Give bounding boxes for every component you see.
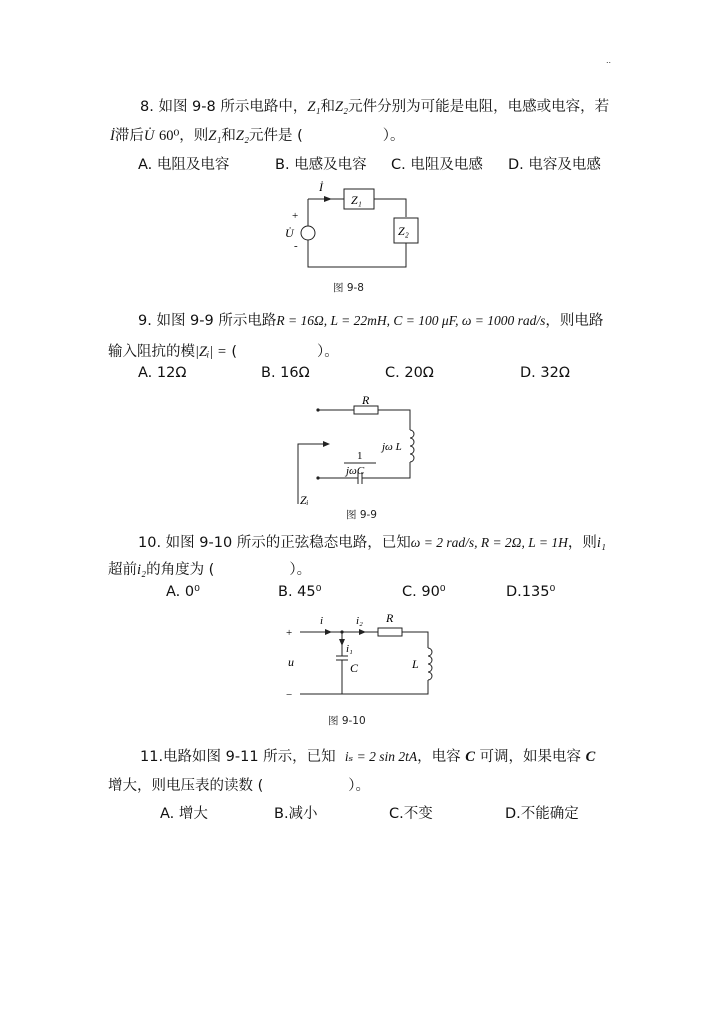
q8-i-phasor: İ [110, 128, 115, 144]
fig910-l-label: L [412, 657, 419, 671]
fig910-inductor [428, 648, 432, 680]
fig99-inductor [410, 430, 414, 462]
q9-then: ，则电路 [545, 313, 604, 329]
fig98-source [301, 226, 315, 240]
fig910-i1-arrow [339, 639, 345, 646]
fig98-z2-label: Z₂ [398, 224, 409, 238]
fig98-z1-label: Z₁ [351, 193, 362, 207]
q9-option-d: D. 32Ω [520, 365, 570, 381]
q9-option-c: C. 20Ω [385, 365, 434, 381]
q10-i2: i₂ [137, 562, 147, 578]
fig99-caption: 图 9-9 [346, 509, 377, 521]
fig910-i2-label: i₂ [356, 615, 363, 627]
fig910-u-label: u [288, 655, 294, 669]
q11-option-a: A. 增大 [160, 806, 208, 822]
q10-angle-text: 的角度为 ( [146, 562, 215, 578]
figure-9-8 [280, 175, 430, 275]
q11-adjustable: 可调，如果电容 [479, 749, 581, 765]
fig910-i-label: i [320, 615, 324, 627]
fig99-jwl-label: jω L [382, 441, 402, 453]
q11-capacitor-text: ，电容 [417, 749, 461, 765]
q8-option-a: A. 电阻及电容 [138, 157, 230, 173]
fig910-plus: + [286, 627, 293, 639]
q11-question: 增大，则电压表的读数 ( [108, 778, 264, 794]
q8-are: 元件是 ( [248, 128, 303, 144]
q10-params: ω = 2 rad/s, R = 2Ω, L = 1H [410, 535, 568, 550]
q8-angle: 60⁰ [158, 128, 180, 144]
q8-line1 [140, 95, 609, 116]
q9-intro: 9. 如图 9-9 所示电路 [138, 313, 277, 329]
fig910-i-arrow [325, 629, 332, 635]
q10-leads: 超前 [108, 562, 137, 578]
fig99-terminal-top [316, 408, 319, 411]
q8-option-b: B. 电感及电容 [275, 157, 367, 173]
q9-line2 [108, 340, 339, 361]
q8-lags: 滞后 [114, 128, 144, 144]
q11-line1 [140, 745, 595, 766]
q8-then: ，则 [179, 128, 209, 144]
fig910-caption: 图 9-10 [328, 715, 366, 727]
fig99-wire-right [362, 462, 410, 478]
q9-line1 [138, 309, 603, 330]
fig98-plus: + [292, 210, 299, 222]
fig99-zi-arrowhead [323, 441, 330, 447]
q9-params: R = 16Ω, L = 22mH, C = 100 μF, ω = 1000 rad/s [276, 313, 546, 328]
fig98-u-label: U̇ [285, 226, 294, 240]
q10-option-d: D.135⁰ [506, 584, 556, 600]
q10-close: ）。 [289, 562, 312, 578]
fig910-resistor [378, 628, 402, 636]
fig910-minus: − [286, 689, 293, 701]
corner-mark: .. [606, 56, 612, 65]
q8-intro: 8. 如图 9-8 所示电路中， [140, 99, 308, 115]
q9-modz: |Zᵢ| = [195, 344, 227, 360]
fig910-node [340, 630, 343, 633]
fig910-i2-arrow [359, 629, 366, 635]
q11-is: iₛ = 2 sin 2tA [344, 749, 418, 764]
fig910-c-label: C [350, 661, 359, 675]
fig99-r-label: R [362, 393, 370, 407]
fig98-wire-top-right [374, 199, 406, 217]
q9-close: ）。 [317, 344, 339, 360]
q10-option-c: C. 90⁰ [402, 584, 446, 600]
fig99-jwc-label: jωC [346, 465, 365, 477]
q8-intro-b: 元件分别为可能是电阻，电感或电容，若 [348, 99, 610, 115]
q8-z2: Z₂ [334, 99, 349, 115]
q10-option-b: B. 45⁰ [278, 584, 322, 600]
q8-and: 和 [320, 99, 335, 115]
q10-line1 [138, 531, 606, 552]
fig99-one-label: 1 [357, 450, 363, 462]
figure-9-10 [280, 608, 440, 708]
fig910-wire-top-right [402, 632, 428, 648]
q11-option-b: B.减小 [274, 806, 318, 822]
q11-intro: 11.电路如图 9-11 所示，已知 [140, 749, 336, 765]
q8-u-phasor: U̇ [143, 128, 155, 144]
q11-line2 [108, 774, 370, 795]
q8-option-d: D. 电容及电感 [508, 157, 601, 173]
q11-c1: C [465, 749, 475, 765]
fig99-zi-label: Zᵢ [300, 493, 309, 507]
fig910-r-label: R [386, 611, 394, 625]
fig910-wire-bottom [300, 680, 428, 694]
fig910-i1-label: i₁ [346, 643, 353, 655]
fig99-resistor [354, 406, 378, 414]
q11-option-c: C.不变 [389, 806, 433, 822]
q10-line2 [108, 558, 311, 579]
q10-i1: i₁ [596, 535, 606, 551]
q9-option-a: A. 12Ω [138, 365, 187, 381]
q11-close: ）。 [348, 778, 371, 794]
fig98-i-label: İ [319, 180, 323, 194]
figure-9-9 [290, 392, 430, 512]
fig99-wire-top-right [378, 410, 410, 430]
fig98-minus: - [294, 240, 298, 252]
q8-option-c: C. 电阻及电感 [391, 157, 483, 173]
q9-modulus-text: 输入阻抗的模 [108, 344, 195, 360]
q8-close: ）。 [382, 128, 405, 144]
q10-then: ，则 [567, 535, 597, 551]
q8-line2 [110, 124, 405, 145]
q11-option-d: D.不能确定 [505, 806, 579, 822]
fig98-current-arrow [324, 196, 332, 202]
q9-paren: ( [231, 344, 238, 360]
q8-z1b: Z₁ [208, 128, 222, 144]
q10-intro: 10. 如图 9-10 所示的正弦稳态电路，已知 [138, 535, 411, 551]
fig99-terminal-bottom [316, 476, 319, 479]
q8-z1: Z₁ [307, 99, 321, 115]
q11-c2: C [585, 749, 596, 765]
q10-option-a: A. 0⁰ [166, 584, 200, 600]
q8-and2: 和 [221, 128, 236, 144]
q9-option-b: B. 16Ω [261, 365, 310, 381]
q8-z2b: Z₂ [235, 128, 249, 144]
fig98-caption: 图 9-8 [333, 282, 364, 294]
